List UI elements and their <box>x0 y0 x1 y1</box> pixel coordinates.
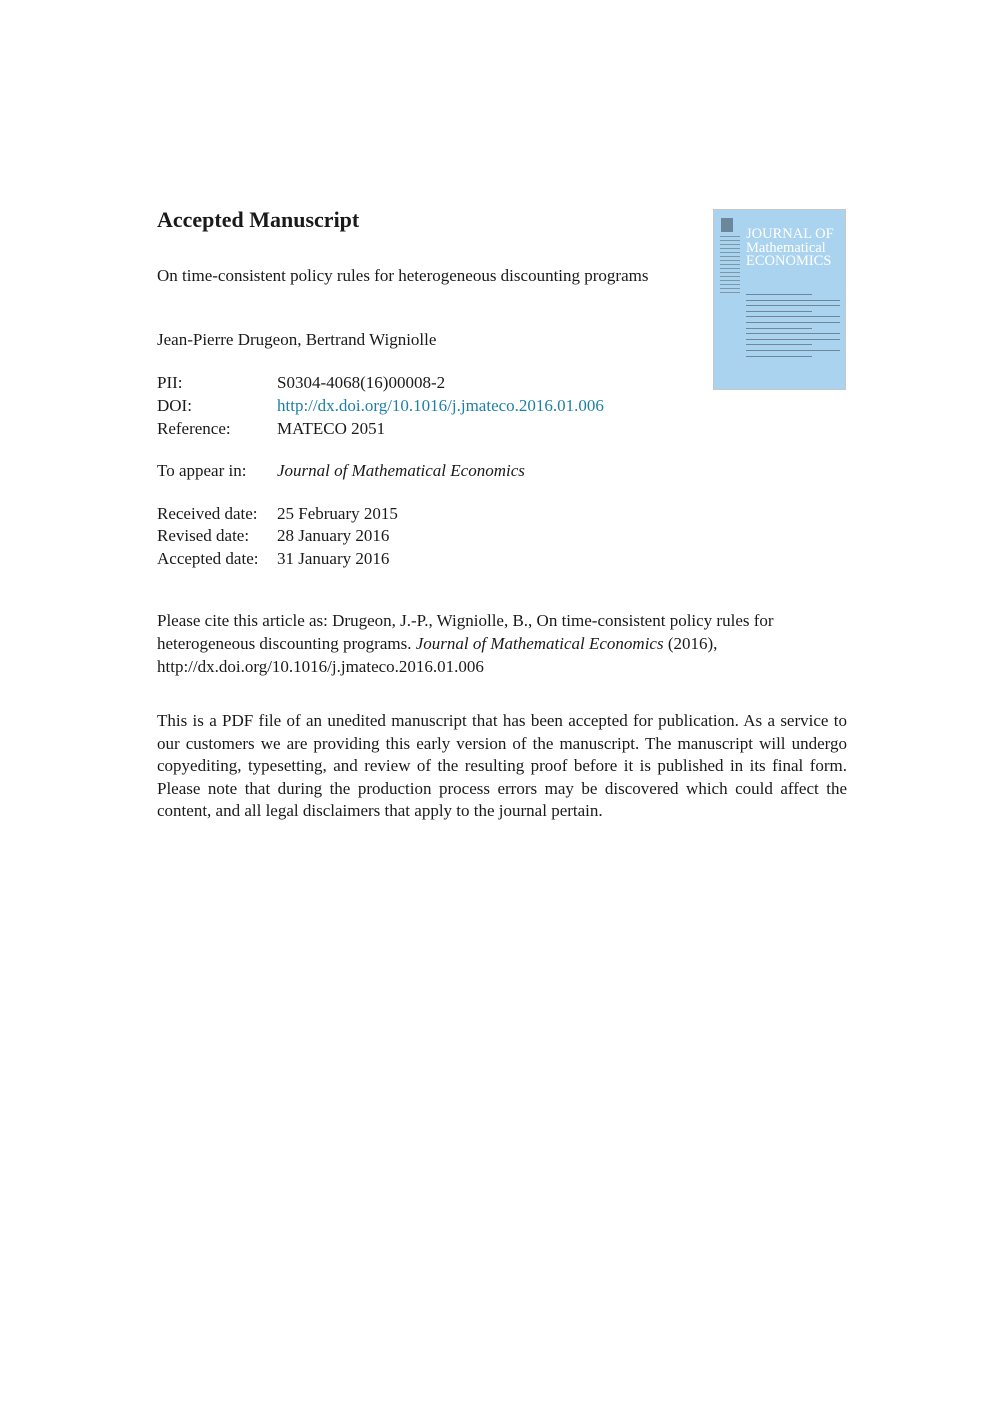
appear-label: To appear in: <box>157 461 247 480</box>
revised-row <box>157 525 389 547</box>
citation-prefix: Please cite this article as: Drugeon, J.-P., Wigniolle, B., On time-consistent policy rules for heterogeneous discounting programs. <box>157 611 774 653</box>
cover-sidebar-decoration <box>720 236 740 296</box>
doi-link[interactable]: http://dx.doi.org/10.1016/j.jmateco.2016.01.006 <box>277 396 604 415</box>
publisher-logo-icon <box>721 218 733 232</box>
received-label: Received date: <box>157 504 258 523</box>
received-row <box>157 503 398 525</box>
journal-cover-image <box>713 209 846 390</box>
doi-row <box>157 395 604 417</box>
reference-label: Reference: <box>157 419 231 438</box>
citation-journal: Journal of Mathematical Economics <box>415 634 664 653</box>
doi-label: DOI: <box>157 396 192 415</box>
disclaimer-paragraph: This is a PDF file of an unedited manuscript that has been accepted for publication. As a service to our customers we are providing this early version of the manuscript. The manuscript will undergo copyediting, typesetting, and review of the resulting proof before it is published in its final form. Please note that during the production process errors may be discovered which could affect the content, and all legal disclaimers that apply to the journal pertain. <box>157 711 847 820</box>
accepted-date: 31 January 2016 <box>277 549 390 568</box>
revised-label: Revised date: <box>157 526 250 545</box>
cover-journal-title: JOURNAL OF Mathematical ECONOMICS <box>746 226 834 269</box>
reference-value: MATECO 2051 <box>277 419 386 438</box>
accepted-row <box>157 548 389 570</box>
appear-journal: Journal of Mathematical Economics <box>277 461 525 480</box>
pii-label: PII: <box>157 373 183 392</box>
reference-row <box>157 418 385 440</box>
article-title: On time-consistent policy rules for heterogeneous discounting programs <box>157 266 649 285</box>
page-heading: Accepted Manuscript <box>157 207 360 232</box>
citation-suffix: (2016), http://dx.doi.org/10.1016/j.jmateco.2016.01.006 <box>157 634 718 676</box>
accepted-label: Accepted date: <box>157 549 259 568</box>
citation-paragraph <box>157 609 847 678</box>
pii-value: S0304-4068(16)00008-2 <box>277 373 446 392</box>
article-authors: Jean-Pierre Drugeon, Bertrand Wigniolle <box>157 330 437 349</box>
revised-date: 28 January 2016 <box>277 526 390 545</box>
received-date: 25 February 2015 <box>277 504 398 523</box>
cover-contents-decoration <box>746 294 840 361</box>
pii-row <box>157 372 445 394</box>
appear-row <box>157 460 525 482</box>
